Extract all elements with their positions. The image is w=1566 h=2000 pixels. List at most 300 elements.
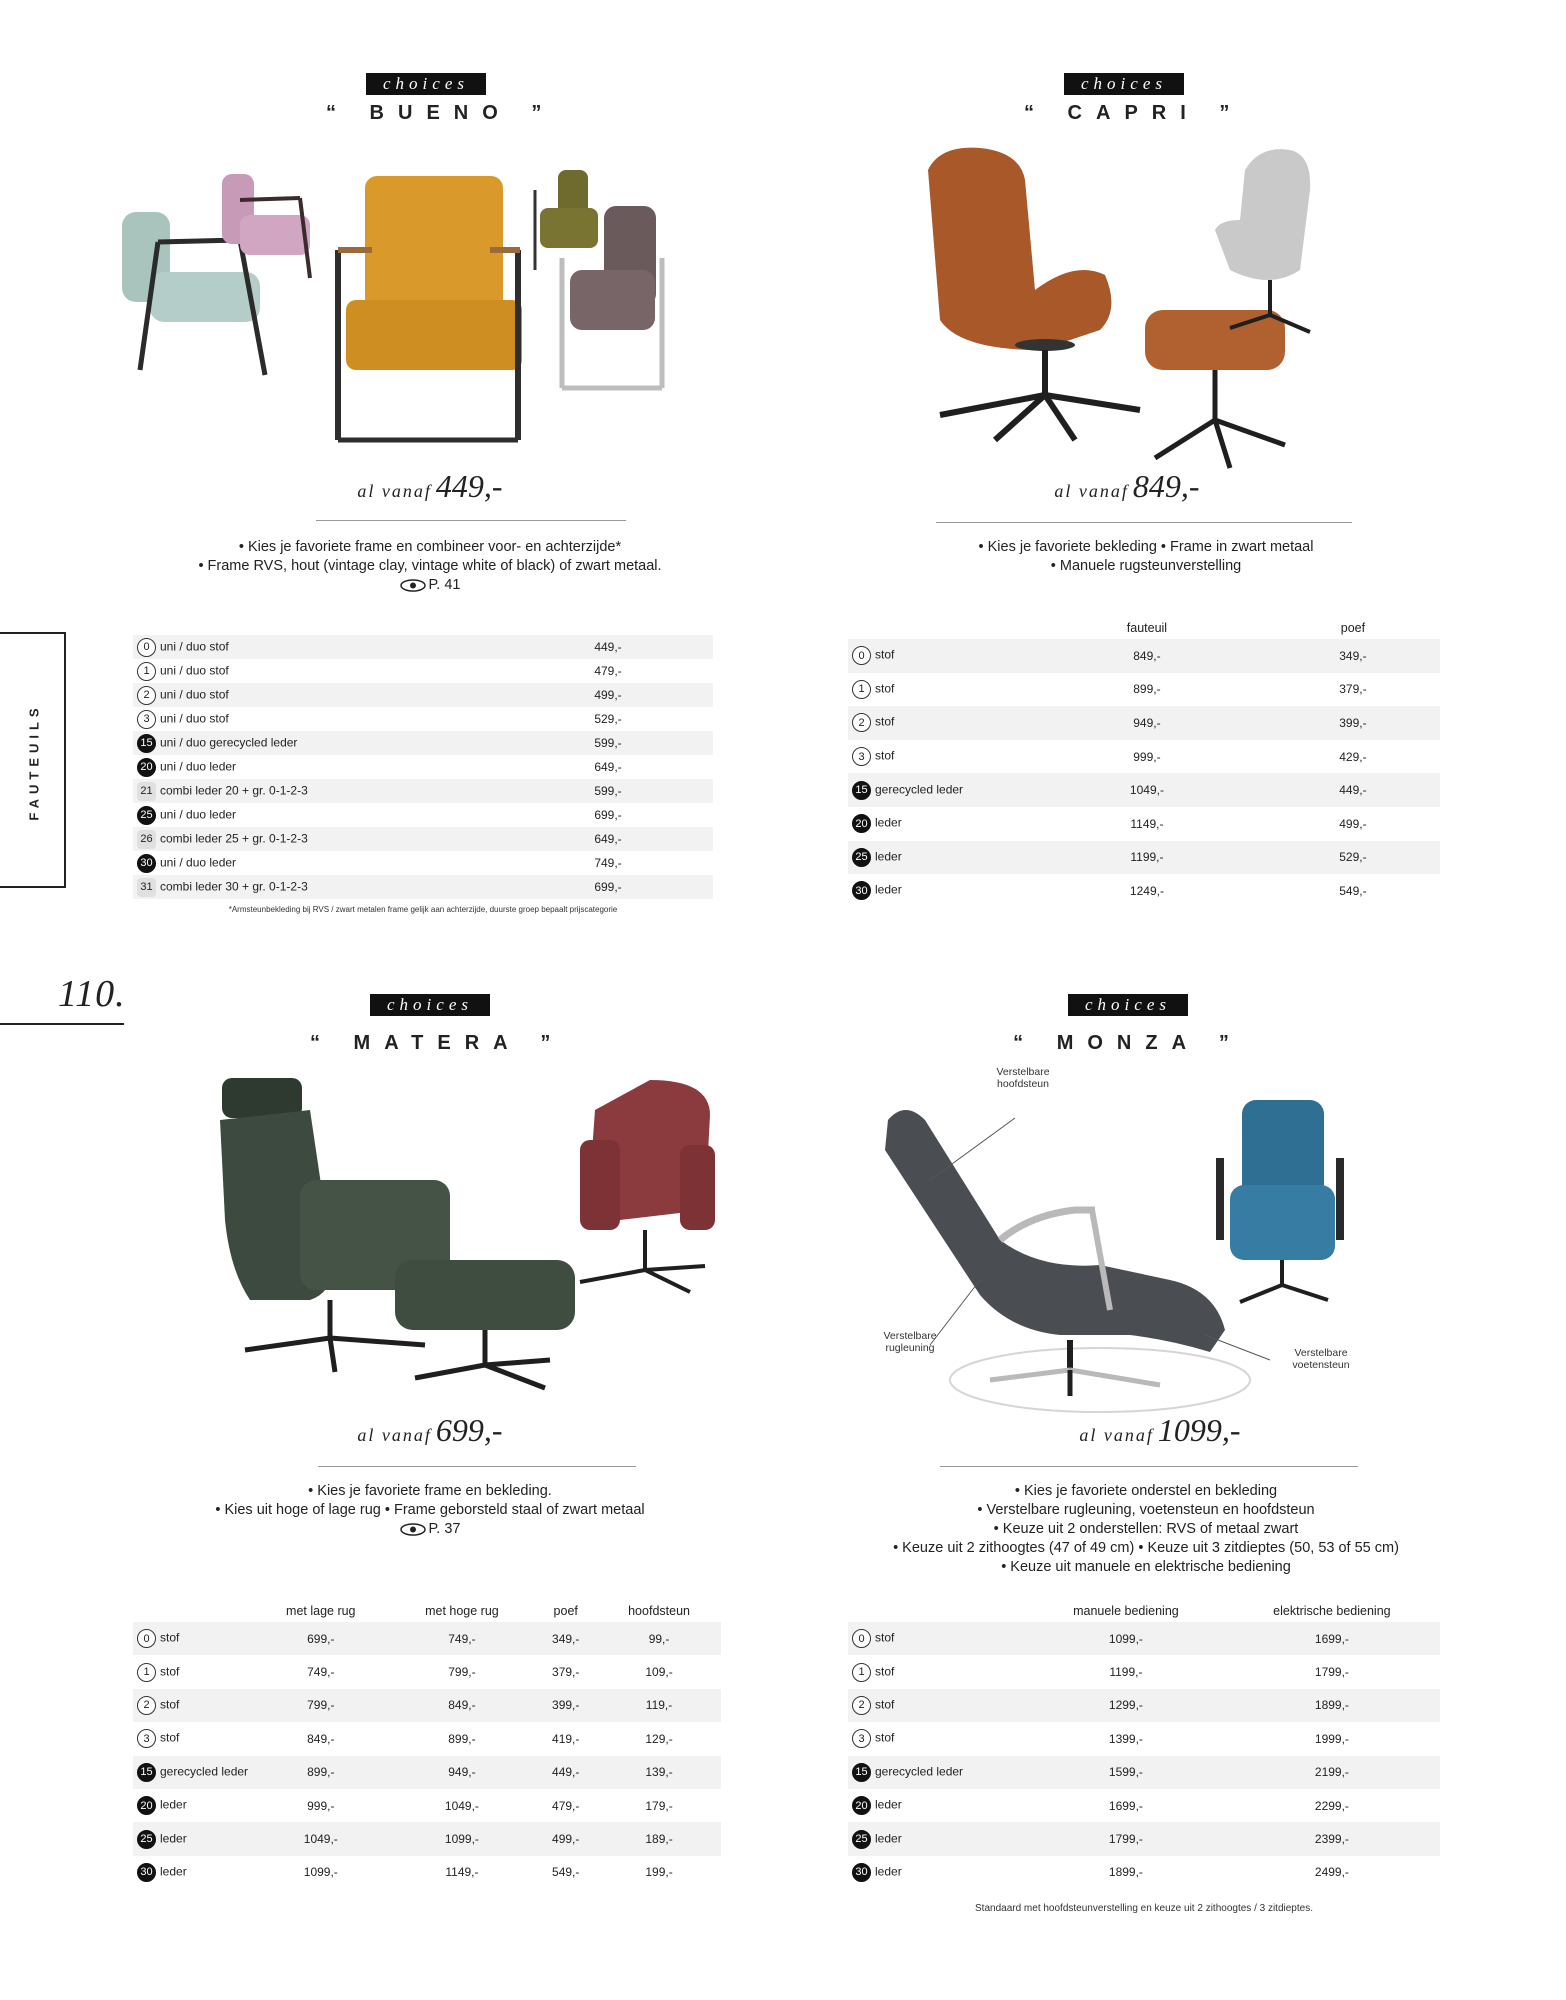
fabric-group-cell	[133, 803, 503, 827]
fabric-group-cell	[848, 773, 1028, 807]
price-cell: 1049,-	[1028, 773, 1266, 807]
price-cell: 2199,-	[1224, 1756, 1440, 1789]
fabric-label: gerecycled leder	[875, 782, 964, 797]
bueno-product-photo	[110, 160, 730, 460]
table-row	[848, 1655, 1440, 1688]
price-group-badge: 3	[852, 747, 871, 766]
matera-price-prefix: al vanaf	[357, 1425, 432, 1445]
capri-price-table	[848, 617, 1440, 908]
price-group-badge: 15	[137, 1763, 156, 1782]
price-cell: 1149,-	[445, 1865, 479, 1880]
fabric-label: uni / duo gerecycled leder	[160, 735, 298, 750]
monza-features	[846, 1482, 1446, 1577]
capri-features	[846, 538, 1446, 576]
table-row	[848, 639, 1440, 673]
table-row	[133, 1622, 721, 1655]
table-row	[133, 803, 713, 827]
price-group-badge: 2	[852, 1696, 871, 1715]
fabric-label: uni / duo stof	[160, 687, 229, 702]
monza-price-amount: 1099,-	[1157, 1412, 1241, 1448]
matera-page-ref-label: P. 37	[428, 1521, 461, 1537]
price-cell: 129,-	[645, 1731, 673, 1746]
fabric-group-cell	[133, 827, 503, 851]
fabric-group-cell	[848, 673, 1028, 707]
price-group-badge: 20	[852, 814, 871, 833]
price-group-badge: 15	[852, 781, 871, 800]
price-group-badge: 2	[137, 686, 156, 705]
price-cell: 529,-	[1266, 841, 1440, 875]
table-row	[133, 1756, 721, 1789]
table-row	[848, 673, 1440, 707]
bueno-feature-line: • Frame RVS, hout (vintage clay, vintage white of black) of zwart metaal.	[198, 558, 662, 574]
fabric-group-cell	[848, 1856, 1028, 1889]
capri-price	[1017, 468, 1237, 505]
fabric-group-cell	[848, 639, 1028, 673]
price-cell: 749,-	[307, 1665, 335, 1680]
table-row	[848, 1689, 1440, 1722]
table-row	[848, 1789, 1440, 1822]
price-group-badge: 2	[137, 1696, 156, 1715]
price-cell: 449,-	[1266, 773, 1440, 807]
fabric-group-cell	[848, 1822, 1028, 1855]
fabric-group-cell	[848, 841, 1028, 875]
price-cell: 349,-	[1266, 639, 1440, 673]
price-cell: 399,-	[1266, 706, 1440, 740]
table-row	[133, 755, 713, 779]
price-group-badge: 25	[852, 1830, 871, 1849]
table-row	[133, 635, 713, 659]
bueno-badge: choices	[366, 73, 486, 95]
page-number-rule	[0, 1023, 124, 1025]
table-row	[133, 731, 713, 755]
monza-label-footrest: Verstelbare voetensteun	[1292, 1347, 1350, 1371]
price-cell: 179,-	[645, 1798, 673, 1813]
monza-price-prefix: al vanaf	[1079, 1425, 1154, 1445]
price-cell: 899,-	[252, 1756, 389, 1789]
monza-footnote: Standaard met hoofdsteunverstelling en keuze uit 2 zithoogtes / 3 zitdieptes.	[975, 1903, 1313, 1914]
fabric-label: uni / duo leder	[160, 855, 237, 870]
monza-chair-blue	[1220, 1100, 1340, 1302]
price-cell: 479,-	[594, 664, 622, 678]
bueno-chair-olive	[535, 170, 598, 270]
price-cell: 649,-	[594, 760, 622, 774]
price-cell: 549,-	[1339, 883, 1367, 898]
price-cell: 999,-	[307, 1798, 335, 1813]
monza-feature-line: • Keuze uit manuele en elektrische bediening	[1001, 1559, 1291, 1575]
bueno-chair-pink	[222, 174, 310, 278]
price-group-badge: 0	[852, 1629, 871, 1648]
fabric-group-cell	[848, 1622, 1028, 1655]
matera-feature-line: • Kies je favoriete frame en bekleding.	[308, 1483, 552, 1499]
eye-icon	[400, 1523, 426, 1536]
matera-rule	[318, 1466, 636, 1467]
table-row	[848, 807, 1440, 841]
price-cell: 1399,-	[1108, 1731, 1143, 1746]
matera-features	[110, 1482, 750, 1542]
price-group-badge: 30	[852, 1863, 871, 1882]
price-cell: 1199,-	[1028, 841, 1266, 875]
price-cell: 379,-	[552, 1665, 580, 1680]
table-row	[848, 841, 1440, 875]
price-group-badge: 25	[137, 1830, 156, 1849]
bueno-page-ref[interactable]	[400, 576, 461, 595]
price-cell: 429,-	[1339, 749, 1367, 764]
table-row	[133, 875, 713, 899]
price-cell: 2399,-	[1224, 1822, 1440, 1855]
fabric-group-cell	[133, 1689, 252, 1722]
price-cell: 799,-	[252, 1689, 389, 1722]
capri-feature-line: • Kies je favoriete bekleding • Frame in zwart metaal	[978, 539, 1314, 555]
price-group-badge: 30	[137, 1863, 156, 1882]
price-cell: 1799,-	[1314, 1665, 1349, 1680]
fabric-group-cell	[848, 1789, 1028, 1822]
table-row	[848, 706, 1440, 740]
price-cell: 749,-	[390, 1622, 535, 1655]
price-group-badge: 20	[852, 1796, 871, 1815]
table-row	[848, 740, 1440, 774]
price-cell: 1099,-	[1028, 1622, 1224, 1655]
matera-chair-red	[580, 1080, 715, 1292]
price-group-badge: 20	[137, 758, 156, 777]
price-cell: 649,-	[503, 827, 713, 851]
fabric-label: uni / duo stof	[160, 711, 229, 726]
table-row	[133, 1722, 721, 1755]
price-cell: 2499,-	[1314, 1865, 1349, 1880]
fabric-group-cell	[133, 707, 503, 731]
price-cell: 1199,-	[1109, 1665, 1143, 1680]
fabric-group-cell	[848, 807, 1028, 841]
fabric-group-cell	[848, 1655, 1028, 1688]
table-row	[848, 1822, 1440, 1855]
table-row	[133, 1856, 721, 1889]
table-row	[848, 1722, 1440, 1755]
capri-badge: choices	[1064, 73, 1184, 95]
matera-product-photo	[200, 1070, 720, 1400]
eye-icon	[400, 579, 426, 592]
price-group-badge: 0	[137, 638, 156, 657]
bueno-price-table	[133, 635, 713, 899]
fabric-group-cell	[133, 731, 503, 755]
matera-feature-line: • Kies uit hoge of lage rug • Frame geborsteld staal of zwart metaal	[215, 1502, 645, 1518]
price-cell: 699,-	[252, 1622, 389, 1655]
fabric-group-cell	[133, 1856, 252, 1889]
price-group-badge: 0	[852, 646, 871, 665]
price-group-badge: 1	[852, 1663, 871, 1682]
matera-name: “ MATERA ”	[310, 1032, 565, 1054]
table-column-header: manuele bediening	[1073, 1604, 1179, 1618]
price-cell: 199,-	[645, 1865, 673, 1880]
price-group-badge: 21	[137, 782, 156, 801]
price-cell: 2299,-	[1314, 1798, 1349, 1813]
monza-rule	[940, 1466, 1358, 1467]
price-cell: 529,-	[594, 712, 622, 726]
fabric-label: gerecycled leder	[160, 1764, 249, 1779]
fabric-label: uni / duo leder	[160, 807, 237, 822]
bueno-features	[110, 538, 750, 598]
price-group-badge: 1	[137, 1663, 156, 1682]
fabric-group-cell	[848, 874, 1028, 908]
price-cell: 949,-	[390, 1756, 535, 1789]
matera-badge: choices	[370, 994, 490, 1016]
table-column-header: poef	[553, 1604, 578, 1618]
price-cell: 449,-	[503, 635, 713, 659]
fabric-label: combi leder 20 + gr. 0-1-2-3	[160, 783, 308, 798]
price-group-badge: 30	[137, 854, 156, 873]
monza-label-backrest: Verstelbare rugleuning	[883, 1330, 937, 1354]
matera-ottoman	[395, 1260, 575, 1388]
table-header-row	[848, 617, 1440, 639]
fabric-group-cell	[133, 1722, 252, 1755]
price-cell: 1049,-	[444, 1798, 479, 1813]
fabric-label: stof	[875, 1630, 895, 1645]
table-header-blank	[848, 1600, 1028, 1622]
fabric-label: stof	[160, 1664, 180, 1679]
table-row	[133, 1822, 721, 1855]
price-cell: 1699,-	[1224, 1622, 1440, 1655]
fabric-label: uni / duo stof	[160, 663, 229, 678]
fabric-label: stof	[875, 647, 895, 662]
monza-feature-line: • Verstelbare rugleuning, voetensteun en hoofdsteun	[977, 1502, 1315, 1518]
price-group-badge: 2	[852, 713, 871, 732]
price-cell: 999,-	[1133, 749, 1161, 764]
price-cell: 1899,-	[1108, 1865, 1143, 1880]
table-column-header: fauteuil	[1126, 621, 1168, 635]
fabric-label: stof	[160, 1731, 180, 1746]
price-cell: 1299,-	[1028, 1689, 1224, 1722]
bueno-price-prefix: al vanaf	[357, 481, 432, 501]
capri-feature-line: • Manuele rugsteunverstelling	[1050, 558, 1242, 574]
table-header-row	[133, 1600, 721, 1622]
price-cell: 949,-	[1028, 706, 1266, 740]
monza-price	[1040, 1412, 1280, 1449]
fabric-label: combi leder 30 + gr. 0-1-2-3	[160, 879, 308, 894]
table-column-header: met lage rug	[286, 1604, 356, 1618]
fabric-group-cell	[133, 1822, 252, 1855]
bueno-page-ref-label: P. 41	[428, 577, 461, 593]
table-header-blank	[133, 1600, 252, 1622]
price-cell: 749,-	[594, 856, 622, 870]
price-group-badge: 15	[137, 734, 156, 753]
price-cell: 899,-	[1133, 682, 1161, 697]
fabric-label: leder	[875, 1797, 902, 1812]
price-cell: 1999,-	[1314, 1731, 1349, 1746]
price-group-badge: 25	[852, 848, 871, 867]
monza-label-headrest: Verstelbare hoofdsteun	[996, 1066, 1050, 1090]
table-column-header: poef	[1340, 621, 1366, 635]
table-row	[133, 707, 713, 731]
capri-price-amount: 849,-	[1132, 468, 1200, 504]
price-cell: 479,-	[552, 1798, 580, 1813]
price-group-badge: 1	[852, 680, 871, 699]
table-column-header: hoofdsteun	[628, 1604, 690, 1618]
price-cell: 1799,-	[1028, 1822, 1224, 1855]
fabric-group-cell	[848, 1689, 1028, 1722]
table-row	[848, 1856, 1440, 1889]
table-row	[133, 659, 713, 683]
fabric-label: leder	[875, 815, 902, 830]
capri-price-prefix: al vanaf	[1054, 481, 1129, 501]
bueno-footnote: *Armsteunbekleding bij RVS / zwart metalen frame gelijk aan achterzijde, duurste groep bepaalt prijscategorie	[228, 905, 618, 914]
matera-page-ref[interactable]	[400, 1520, 461, 1539]
price-group-badge: 15	[852, 1763, 871, 1782]
price-cell: 139,-	[597, 1756, 721, 1789]
fabric-label: uni / duo leder	[160, 759, 237, 774]
price-cell: 499,-	[534, 1822, 597, 1855]
price-group-badge: 1	[137, 662, 156, 681]
price-group-badge: 20	[137, 1796, 156, 1815]
price-cell: 189,-	[597, 1822, 721, 1855]
monza-feature-line: • Kies je favoriete onderstel en bekleding	[1014, 1483, 1278, 1499]
bueno-price-amount: 449,-	[435, 468, 503, 504]
price-cell: 1699,-	[1108, 1798, 1143, 1813]
capri-product-photo	[900, 140, 1420, 480]
price-cell: 1099,-	[303, 1865, 338, 1880]
fabric-group-cell	[133, 779, 503, 803]
fabric-label: stof	[875, 715, 895, 730]
fabric-label: leder	[875, 1831, 902, 1846]
fabric-group-cell	[133, 1622, 252, 1655]
price-cell: 799,-	[448, 1665, 476, 1680]
price-cell: 449,-	[534, 1756, 597, 1789]
price-cell: 499,-	[503, 683, 713, 707]
table-row	[848, 1622, 1440, 1655]
capri-chair-grey	[1215, 149, 1310, 332]
table-header-blank	[848, 617, 1028, 639]
page-number: 110.	[58, 973, 126, 1015]
fabric-label: stof	[875, 748, 895, 763]
fabric-label: uni / duo stof	[160, 639, 229, 654]
price-cell: 349,-	[534, 1622, 597, 1655]
fabric-label: stof	[160, 1630, 180, 1645]
capri-ottoman	[1145, 310, 1285, 468]
fabric-label: stof	[875, 1731, 895, 1746]
fabric-group-cell	[848, 706, 1028, 740]
price-cell: 549,-	[552, 1865, 580, 1880]
table-row	[133, 1655, 721, 1688]
table-row	[848, 874, 1440, 908]
price-cell: 1599,-	[1028, 1756, 1224, 1789]
fabric-group-cell	[133, 635, 503, 659]
table-header-row	[848, 1600, 1440, 1622]
price-group-badge: 31	[137, 878, 156, 897]
price-group-badge: 3	[137, 1729, 156, 1748]
price-group-badge: 3	[137, 710, 156, 729]
fabric-group-cell	[133, 1655, 252, 1688]
price-cell: 399,-	[534, 1689, 597, 1722]
table-row	[133, 683, 713, 707]
table-row	[133, 827, 713, 851]
fabric-group-cell	[133, 683, 503, 707]
fabric-label: leder	[160, 1797, 187, 1812]
monza-badge: choices	[1068, 994, 1188, 1016]
table-column-header: elektrische bediening	[1273, 1604, 1391, 1618]
table-row	[133, 851, 713, 875]
price-cell: 379,-	[1339, 682, 1367, 697]
capri-chair-cognac	[928, 148, 1140, 440]
price-cell: 419,-	[552, 1731, 580, 1746]
fabric-label: gerecycled leder	[875, 1764, 964, 1779]
fabric-group-cell	[133, 1789, 252, 1822]
bueno-feature-line: • Kies je favoriete frame en combineer voor- en achterzijde*	[238, 539, 622, 555]
bueno-chair-orange	[338, 176, 522, 440]
fabric-label: combi leder 25 + gr. 0-1-2-3	[160, 831, 308, 846]
table-row	[848, 773, 1440, 807]
table-row	[848, 1756, 1440, 1789]
fabric-label: stof	[160, 1697, 180, 1712]
price-cell: 99,-	[597, 1622, 721, 1655]
price-cell: 1099,-	[390, 1822, 535, 1855]
table-row	[133, 1689, 721, 1722]
fabric-label: leder	[875, 1864, 902, 1879]
fabric-label: stof	[875, 681, 895, 696]
monza-feature-line: • Keuze uit 2 zithoogtes (47 of 49 cm) • Keuze uit 3 zitdieptes (50, 53 of 55 cm)	[893, 1540, 1399, 1556]
matera-price-amount: 699,-	[435, 1412, 503, 1448]
fabric-label: leder	[160, 1864, 187, 1879]
bueno-rule	[316, 520, 626, 521]
table-column-header: met hoge rug	[425, 1604, 499, 1618]
price-group-badge: 25	[137, 806, 156, 825]
section-tab	[0, 632, 66, 888]
fabric-group-cell	[848, 1756, 1028, 1789]
capri-rule	[936, 522, 1352, 523]
fabric-group-cell	[133, 875, 503, 899]
price-cell: 499,-	[1339, 816, 1367, 831]
table-row	[133, 1789, 721, 1822]
price-cell: 109,-	[645, 1665, 673, 1680]
section-tab-label: FAUTEUILS	[26, 703, 42, 821]
price-group-badge: 26	[137, 830, 156, 849]
matera-price	[320, 1412, 540, 1449]
capri-name: “ CAPRI ”	[1024, 102, 1244, 124]
price-cell: 119,-	[597, 1689, 721, 1722]
bueno-price	[320, 468, 540, 505]
fabric-label: leder	[875, 883, 902, 898]
matera-price-table	[133, 1600, 721, 1889]
fabric-group-cell	[848, 740, 1028, 774]
monza-price-table	[848, 1600, 1440, 1889]
price-cell: 699,-	[594, 808, 622, 822]
fabric-label: stof	[875, 1664, 895, 1679]
price-cell: 849,-	[1028, 639, 1266, 673]
fabric-group-cell	[133, 755, 503, 779]
monza-name: “ MONZA ”	[1013, 1032, 1243, 1054]
price-cell: 1899,-	[1224, 1689, 1440, 1722]
bueno-name: “ BUENO ”	[326, 102, 556, 124]
price-cell: 599,-	[503, 779, 713, 803]
price-group-badge: 0	[137, 1629, 156, 1648]
fabric-group-cell	[133, 1756, 252, 1789]
fabric-group-cell	[133, 851, 503, 875]
price-cell: 599,-	[503, 731, 713, 755]
price-cell: 849,-	[307, 1731, 335, 1746]
price-cell: 699,-	[503, 875, 713, 899]
fabric-group-cell	[133, 659, 503, 683]
table-row	[133, 779, 713, 803]
monza-feature-line: • Keuze uit 2 onderstellen: RVS of metaal zwart	[993, 1521, 1299, 1537]
price-group-badge: 30	[852, 881, 871, 900]
fabric-label: leder	[875, 849, 902, 864]
price-cell: 1149,-	[1130, 816, 1164, 831]
footrest-pointer	[1205, 1335, 1270, 1360]
price-cell: 899,-	[448, 1731, 476, 1746]
fabric-label: leder	[160, 1831, 187, 1846]
price-group-badge: 3	[852, 1729, 871, 1748]
price-cell: 1049,-	[252, 1822, 389, 1855]
price-cell: 1249,-	[1129, 883, 1164, 898]
fabric-group-cell	[848, 1722, 1028, 1755]
fabric-label: stof	[875, 1697, 895, 1712]
price-cell: 849,-	[390, 1689, 535, 1722]
